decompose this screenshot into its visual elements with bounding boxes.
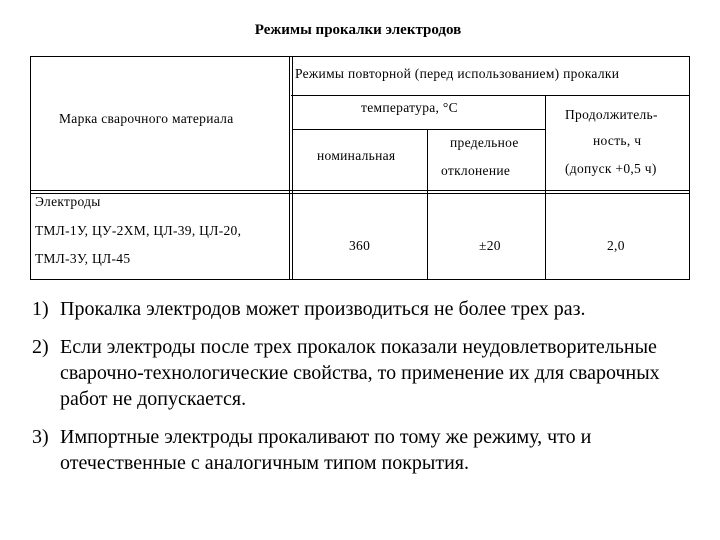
notes-list: [32, 296, 702, 488]
group-label: Электроды: [35, 194, 101, 209]
deviation-value: ±20: [479, 238, 501, 253]
note-item: [32, 334, 702, 412]
material-column-divider: [289, 57, 293, 279]
header-body-divider: [31, 190, 689, 194]
temperature-bottom-line: [293, 129, 545, 130]
note-text: Если электроды после трех прокалок показали неудовлетворительные сварочно-технологические свойства, то применение их для сварочных работ не допускается.: [60, 336, 660, 410]
calcination-table: [30, 56, 690, 280]
header-main-bottom-line: [291, 95, 689, 96]
note-number: 2): [32, 336, 49, 358]
nominal-header: номинальная: [317, 148, 396, 163]
duration-value: 2,0: [607, 238, 625, 253]
temperature-header: температура, °С: [361, 100, 458, 115]
material-line-1: ТМЛ-1У, ЦУ-2ХМ, ЦЛ-39, ЦЛ-20,: [35, 223, 242, 238]
note-number: 3): [32, 426, 49, 448]
duration-header-3: (допуск +0,5 ч): [565, 161, 657, 176]
duration-header-1: Продолжитель-: [565, 107, 658, 122]
material-line-2: ТМЛ-3У, ЦЛ-45: [35, 251, 131, 266]
note-item: [32, 424, 702, 476]
page-title: Режимы прокалки электродов: [254, 22, 462, 38]
deviation-header-1: предельное: [450, 135, 519, 150]
header-main: Режимы повторной (перед использованием) прокалки: [295, 66, 620, 81]
deviation-header-2: отклонение: [441, 163, 511, 178]
nominal-deviation-divider: [427, 130, 428, 279]
note-text: Прокалка электродов может производиться не более трех раз.: [60, 298, 586, 320]
note-number: 1): [32, 298, 49, 320]
note-text: Импортные электроды прокаливают по тому же режиму, что и отечественные с аналогичным типом покрытия.: [60, 426, 592, 474]
nominal-value: 360: [349, 238, 371, 253]
duration-header-2: ность, ч: [593, 133, 642, 148]
note-item: [32, 296, 702, 322]
temperature-duration-divider: [545, 96, 546, 279]
material-header: Марка сварочного материала: [59, 111, 234, 126]
